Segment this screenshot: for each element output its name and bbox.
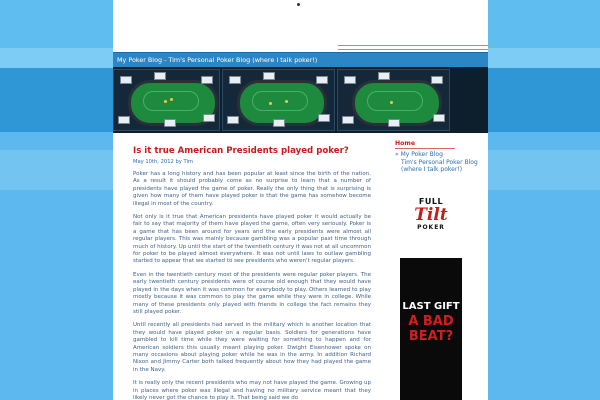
post-title[interactable]: Is it true American Presidents played poker? — [133, 146, 349, 156]
poker-table-image — [113, 69, 220, 131]
post-paragraph: Poker has a long history and has been popular at least since the birth of the nation. As a result it should probably come as no surprise to learn that a number of presidents have played the game of poker. Really the only thing that is surprising is given how many of them have played poker is that the game has somehow become illegal in most of the country. — [133, 171, 371, 207]
bad-beat-ad[interactable] — [400, 258, 462, 400]
ad-text: FULL — [418, 197, 444, 206]
header-rule — [338, 49, 488, 50]
header-dot — [297, 3, 300, 6]
sidebar — [395, 140, 481, 174]
ad-text: Tilt — [414, 205, 448, 225]
poker-table-image — [222, 69, 335, 131]
post-paragraph: Even in the twentieth century most of the presidents were regular poker players. The early twentieth century presidents were of course old enough that they would have played in the days when it was common for everybody to play. Others learned to play mostly because it was common to play the game while they were in college. While many of these presidents only played with friends in college the fact remains they still played poker. — [133, 271, 371, 315]
sidebar-home-link[interactable]: Home — [395, 140, 416, 147]
ad-text: LAST GIFT — [402, 301, 460, 312]
post-paragraph: It is really only the recent presidents who may not have played the game. Growing up in places where poker was illegal and having no military service meant that they likely never got the chance to play it. That being said we do — [133, 380, 371, 400]
site-header — [113, 0, 488, 52]
ad-text: POKER — [417, 224, 445, 231]
poker-table-image — [337, 69, 450, 131]
header-banner — [113, 67, 488, 133]
post-content — [133, 146, 371, 400]
sidebar-blog-subtitle[interactable]: Tim's Personal Poker Blog (where I talk poker!) — [401, 158, 478, 174]
blog-title-bar[interactable] — [113, 52, 488, 67]
blog-title[interactable]: My Poker Blog - Tim's Personal Poker Blog (where I talk poker!) — [117, 56, 318, 64]
fulltilt-poker-ad[interactable] — [400, 193, 462, 241]
sidebar-blog-link[interactable]: » My Poker Blog — [395, 151, 443, 158]
header-rule — [338, 45, 488, 46]
sidebar-divider — [395, 148, 455, 149]
post-meta: May 10th, 2012 by Tim — [133, 159, 193, 165]
post-paragraph: Not only is it true that American presidents have played poker it would actually be fair to say that majority of them have played the game, often very seriously. Poker is a game that has been around for years and the early presidents were almost all regular players. This was mainly because gambling was a popular past time through much of history. Up until the start of the twentieth century it was not at all uncommon for poker to be played almost everywhere. It was not until laws to outlaw gambling started to appear that we started to see presidents who weren't regular players. — [133, 214, 371, 265]
post-paragraph: Until recently all presidents had served in the military which is another location that they would have played poker on a regular basis. Soldiers for generations have gambled to kill time while they were waiting for something to happen and for American soldiers this usually meant playing poker. Dwight Eisenhower spoke on many occasions about playing poker while he was in the army. In addition Richard Nixon and Jimmy Carter both talked frequently about how they had played the game in the Navy. — [133, 322, 371, 373]
page-container — [113, 0, 488, 400]
ad-text: BEAT? — [408, 329, 454, 344]
ad-text: A BAD — [408, 314, 454, 329]
